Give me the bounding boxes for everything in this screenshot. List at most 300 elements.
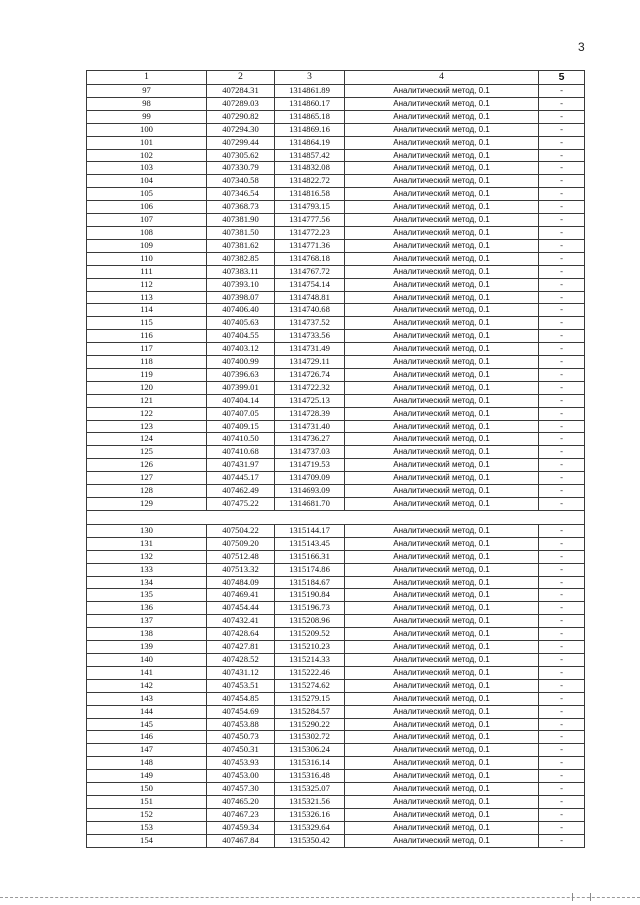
separator-cell <box>87 510 585 524</box>
note-cell: - <box>539 381 585 394</box>
column-header: 4 <box>345 71 539 85</box>
note-cell: - <box>539 472 585 485</box>
point-number-cell: 113 <box>87 291 207 304</box>
method-cell: Аналитический метод, 0.1 <box>345 214 539 227</box>
y-coordinate-cell: 1315166.31 <box>275 550 345 563</box>
method-cell: Аналитический метод, 0.1 <box>345 692 539 705</box>
method-cell: Аналитический метод, 0.1 <box>345 602 539 615</box>
y-coordinate-cell: 1314729.11 <box>275 356 345 369</box>
x-coordinate-cell: 407513.32 <box>207 563 275 576</box>
point-number-cell: 134 <box>87 576 207 589</box>
method-cell: Аналитический метод, 0.1 <box>345 718 539 731</box>
table-row <box>87 368 585 381</box>
y-coordinate-cell: 1315329.64 <box>275 821 345 834</box>
table-row <box>87 110 585 123</box>
method-cell: Аналитический метод, 0.1 <box>345 550 539 563</box>
x-coordinate-cell: 407410.68 <box>207 446 275 459</box>
table-row <box>87 705 585 718</box>
note-cell: - <box>539 679 585 692</box>
point-number-cell: 129 <box>87 498 207 511</box>
table-row <box>87 628 585 641</box>
y-coordinate-cell: 1314860.17 <box>275 97 345 110</box>
column-header: 3 <box>275 71 345 85</box>
x-coordinate-cell: 407330.79 <box>207 162 275 175</box>
method-cell: Аналитический метод, 0.1 <box>345 641 539 654</box>
table-row <box>87 394 585 407</box>
method-cell: Аналитический метод, 0.1 <box>345 381 539 394</box>
y-coordinate-cell: 1314731.49 <box>275 343 345 356</box>
note-cell: - <box>539 265 585 278</box>
note-cell: - <box>539 239 585 252</box>
x-coordinate-cell: 407450.31 <box>207 744 275 757</box>
point-number-cell: 120 <box>87 381 207 394</box>
note-cell: - <box>539 783 585 796</box>
table-row <box>87 265 585 278</box>
x-coordinate-cell: 407445.17 <box>207 472 275 485</box>
method-cell: Аналитический метод, 0.1 <box>345 472 539 485</box>
point-number-cell: 140 <box>87 653 207 666</box>
table-row <box>87 666 585 679</box>
point-number-cell: 144 <box>87 705 207 718</box>
method-cell: Аналитический метод, 0.1 <box>345 459 539 472</box>
table-row <box>87 317 585 330</box>
method-cell: Аналитический метод, 0.1 <box>345 563 539 576</box>
note-cell: - <box>539 602 585 615</box>
y-coordinate-cell: 1315210.23 <box>275 641 345 654</box>
note-cell: - <box>539 226 585 239</box>
x-coordinate-cell: 407454.69 <box>207 705 275 718</box>
note-cell: - <box>539 731 585 744</box>
note-cell: - <box>539 317 585 330</box>
point-number-cell: 104 <box>87 175 207 188</box>
x-coordinate-cell: 407407.05 <box>207 407 275 420</box>
method-cell: Аналитический метод, 0.1 <box>345 808 539 821</box>
footer-tick <box>590 893 591 901</box>
point-number-cell: 147 <box>87 744 207 757</box>
page-number: 3 <box>578 40 585 54</box>
y-coordinate-cell: 1314771.36 <box>275 239 345 252</box>
table-row <box>87 214 585 227</box>
x-coordinate-cell: 407290.82 <box>207 110 275 123</box>
method-cell: Аналитический метод, 0.1 <box>345 679 539 692</box>
table-row <box>87 420 585 433</box>
y-coordinate-cell: 1314725.13 <box>275 394 345 407</box>
note-cell: - <box>539 433 585 446</box>
method-cell: Аналитический метод, 0.1 <box>345 537 539 550</box>
note-cell: - <box>539 459 585 472</box>
x-coordinate-cell: 407393.10 <box>207 278 275 291</box>
y-coordinate-cell: 1314719.53 <box>275 459 345 472</box>
y-coordinate-cell: 1315326.16 <box>275 808 345 821</box>
method-cell: Аналитический метод, 0.1 <box>345 291 539 304</box>
note-cell: - <box>539 705 585 718</box>
column-header: 5 <box>539 71 585 85</box>
x-coordinate-cell: 407467.84 <box>207 834 275 847</box>
note-cell: - <box>539 201 585 214</box>
point-number-cell: 97 <box>87 85 207 98</box>
method-cell: Аналитический метод, 0.1 <box>345 226 539 239</box>
table-row <box>87 304 585 317</box>
method-cell: Аналитический метод, 0.1 <box>345 744 539 757</box>
point-number-cell: 114 <box>87 304 207 317</box>
table-row <box>87 563 585 576</box>
y-coordinate-cell: 1314832.08 <box>275 162 345 175</box>
table-row <box>87 123 585 136</box>
coordinates-table <box>86 70 585 848</box>
point-number-cell: 103 <box>87 162 207 175</box>
note-cell: - <box>539 589 585 602</box>
table-row <box>87 641 585 654</box>
y-coordinate-cell: 1314865.18 <box>275 110 345 123</box>
x-coordinate-cell: 407453.51 <box>207 679 275 692</box>
point-number-cell: 117 <box>87 343 207 356</box>
y-coordinate-cell: 1315306.24 <box>275 744 345 757</box>
y-coordinate-cell: 1314737.03 <box>275 446 345 459</box>
y-coordinate-cell: 1315214.33 <box>275 653 345 666</box>
table-row <box>87 550 585 563</box>
method-cell: Аналитический метод, 0.1 <box>345 446 539 459</box>
note-cell: - <box>539 407 585 420</box>
x-coordinate-cell: 407383.11 <box>207 265 275 278</box>
x-coordinate-cell: 407469.41 <box>207 589 275 602</box>
point-number-cell: 148 <box>87 757 207 770</box>
point-number-cell: 143 <box>87 692 207 705</box>
note-cell: - <box>539 330 585 343</box>
note-cell: - <box>539 498 585 511</box>
x-coordinate-cell: 407459.34 <box>207 821 275 834</box>
table-row <box>87 330 585 343</box>
x-coordinate-cell: 407484.09 <box>207 576 275 589</box>
x-coordinate-cell: 407504.22 <box>207 524 275 537</box>
x-coordinate-cell: 407346.54 <box>207 188 275 201</box>
x-coordinate-cell: 407454.85 <box>207 692 275 705</box>
note-cell: - <box>539 175 585 188</box>
method-cell: Аналитический метод, 0.1 <box>345 201 539 214</box>
separator-row <box>87 510 585 524</box>
table-row <box>87 808 585 821</box>
note-cell: - <box>539 162 585 175</box>
table-row <box>87 692 585 705</box>
x-coordinate-cell: 407299.44 <box>207 136 275 149</box>
x-coordinate-cell: 407284.31 <box>207 85 275 98</box>
method-cell: Аналитический метод, 0.1 <box>345 420 539 433</box>
table-row <box>87 201 585 214</box>
table-row <box>87 498 585 511</box>
table-row <box>87 485 585 498</box>
y-coordinate-cell: 1314772.23 <box>275 226 345 239</box>
x-coordinate-cell: 407382.85 <box>207 252 275 265</box>
y-coordinate-cell: 1314793.15 <box>275 201 345 214</box>
y-coordinate-cell: 1314857.42 <box>275 149 345 162</box>
method-cell: Аналитический метод, 0.1 <box>345 666 539 679</box>
point-number-cell: 146 <box>87 731 207 744</box>
x-coordinate-cell: 407475.22 <box>207 498 275 511</box>
point-number-cell: 141 <box>87 666 207 679</box>
table-row <box>87 291 585 304</box>
method-cell: Аналитический метод, 0.1 <box>345 123 539 136</box>
x-coordinate-cell: 407404.55 <box>207 330 275 343</box>
table-row <box>87 149 585 162</box>
y-coordinate-cell: 1314737.52 <box>275 317 345 330</box>
column-header: 1 <box>87 71 207 85</box>
x-coordinate-cell: 407289.03 <box>207 97 275 110</box>
note-cell: - <box>539 757 585 770</box>
table-row <box>87 278 585 291</box>
point-number-cell: 109 <box>87 239 207 252</box>
y-coordinate-cell: 1314768.18 <box>275 252 345 265</box>
table-row <box>87 615 585 628</box>
x-coordinate-cell: 407294.30 <box>207 123 275 136</box>
point-number-cell: 101 <box>87 136 207 149</box>
table-row <box>87 85 585 98</box>
table-row <box>87 433 585 446</box>
note-cell: - <box>539 795 585 808</box>
table-row <box>87 188 585 201</box>
note-cell: - <box>539 110 585 123</box>
y-coordinate-cell: 1314731.40 <box>275 420 345 433</box>
table-row <box>87 731 585 744</box>
method-cell: Аналитический метод, 0.1 <box>345 188 539 201</box>
table-row <box>87 226 585 239</box>
point-number-cell: 133 <box>87 563 207 576</box>
point-number-cell: 142 <box>87 679 207 692</box>
method-cell: Аналитический метод, 0.1 <box>345 653 539 666</box>
table-row <box>87 795 585 808</box>
method-cell: Аналитический метод, 0.1 <box>345 85 539 98</box>
point-number-cell: 137 <box>87 615 207 628</box>
method-cell: Аналитический метод, 0.1 <box>345 576 539 589</box>
y-coordinate-cell: 1315144.17 <box>275 524 345 537</box>
table-row <box>87 252 585 265</box>
y-coordinate-cell: 1314693.09 <box>275 485 345 498</box>
y-coordinate-cell: 1314777.56 <box>275 214 345 227</box>
x-coordinate-cell: 407403.12 <box>207 343 275 356</box>
x-coordinate-cell: 407431.12 <box>207 666 275 679</box>
note-cell: - <box>539 615 585 628</box>
point-number-cell: 131 <box>87 537 207 550</box>
y-coordinate-cell: 1314736.27 <box>275 433 345 446</box>
point-number-cell: 128 <box>87 485 207 498</box>
table-row <box>87 136 585 149</box>
method-cell: Аналитический метод, 0.1 <box>345 770 539 783</box>
method-cell: Аналитический метод, 0.1 <box>345 252 539 265</box>
point-number-cell: 112 <box>87 278 207 291</box>
point-number-cell: 119 <box>87 368 207 381</box>
method-cell: Аналитический метод, 0.1 <box>345 394 539 407</box>
y-coordinate-cell: 1314767.72 <box>275 265 345 278</box>
table-row <box>87 239 585 252</box>
table-row <box>87 602 585 615</box>
x-coordinate-cell: 407453.00 <box>207 770 275 783</box>
x-coordinate-cell: 407462.49 <box>207 485 275 498</box>
method-cell: Аналитический метод, 0.1 <box>345 783 539 796</box>
x-coordinate-cell: 407453.88 <box>207 718 275 731</box>
table-row <box>87 472 585 485</box>
x-coordinate-cell: 407404.14 <box>207 394 275 407</box>
x-coordinate-cell: 407381.90 <box>207 214 275 227</box>
table-row <box>87 653 585 666</box>
x-coordinate-cell: 407406.40 <box>207 304 275 317</box>
y-coordinate-cell: 1315208.96 <box>275 615 345 628</box>
y-coordinate-cell: 1314740.68 <box>275 304 345 317</box>
table-row <box>87 834 585 847</box>
x-coordinate-cell: 407410.50 <box>207 433 275 446</box>
method-cell: Аналитический метод, 0.1 <box>345 265 539 278</box>
y-coordinate-cell: 1314754.14 <box>275 278 345 291</box>
point-number-cell: 139 <box>87 641 207 654</box>
x-coordinate-cell: 407428.64 <box>207 628 275 641</box>
point-number-cell: 108 <box>87 226 207 239</box>
method-cell: Аналитический метод, 0.1 <box>345 97 539 110</box>
point-number-cell: 105 <box>87 188 207 201</box>
y-coordinate-cell: 1314822.72 <box>275 175 345 188</box>
table-row <box>87 757 585 770</box>
note-cell: - <box>539 485 585 498</box>
x-coordinate-cell: 407396.63 <box>207 368 275 381</box>
point-number-cell: 111 <box>87 265 207 278</box>
y-coordinate-cell: 1314681.70 <box>275 498 345 511</box>
column-header: 2 <box>207 71 275 85</box>
y-coordinate-cell: 1315184.67 <box>275 576 345 589</box>
point-number-cell: 100 <box>87 123 207 136</box>
method-cell: Аналитический метод, 0.1 <box>345 485 539 498</box>
method-cell: Аналитический метод, 0.1 <box>345 343 539 356</box>
point-number-cell: 145 <box>87 718 207 731</box>
footer-rule <box>0 897 640 898</box>
point-number-cell: 118 <box>87 356 207 369</box>
point-number-cell: 154 <box>87 834 207 847</box>
method-cell: Аналитический метод, 0.1 <box>345 795 539 808</box>
table-row <box>87 175 585 188</box>
point-number-cell: 98 <box>87 97 207 110</box>
method-cell: Аналитический метод, 0.1 <box>345 834 539 847</box>
y-coordinate-cell: 1315222.46 <box>275 666 345 679</box>
note-cell: - <box>539 136 585 149</box>
table-row <box>87 97 585 110</box>
note-cell: - <box>539 149 585 162</box>
y-coordinate-cell: 1314861.89 <box>275 85 345 98</box>
y-coordinate-cell: 1315274.62 <box>275 679 345 692</box>
note-cell: - <box>539 834 585 847</box>
x-coordinate-cell: 407454.44 <box>207 602 275 615</box>
y-coordinate-cell: 1315290.22 <box>275 718 345 731</box>
method-cell: Аналитический метод, 0.1 <box>345 433 539 446</box>
note-cell: - <box>539 718 585 731</box>
y-coordinate-cell: 1315302.72 <box>275 731 345 744</box>
note-cell: - <box>539 291 585 304</box>
footer-tick <box>572 893 573 901</box>
note-cell: - <box>539 537 585 550</box>
x-coordinate-cell: 407409.15 <box>207 420 275 433</box>
note-cell: - <box>539 188 585 201</box>
y-coordinate-cell: 1315209.52 <box>275 628 345 641</box>
y-coordinate-cell: 1315190.84 <box>275 589 345 602</box>
x-coordinate-cell: 407450.73 <box>207 731 275 744</box>
method-cell: Аналитический метод, 0.1 <box>345 175 539 188</box>
point-number-cell: 115 <box>87 317 207 330</box>
y-coordinate-cell: 1314733.56 <box>275 330 345 343</box>
x-coordinate-cell: 407428.52 <box>207 653 275 666</box>
y-coordinate-cell: 1315143.45 <box>275 537 345 550</box>
method-cell: Аналитический метод, 0.1 <box>345 498 539 511</box>
method-cell: Аналитический метод, 0.1 <box>345 821 539 834</box>
note-cell: - <box>539 628 585 641</box>
note-cell: - <box>539 808 585 821</box>
x-coordinate-cell: 407431.97 <box>207 459 275 472</box>
point-number-cell: 116 <box>87 330 207 343</box>
table-row <box>87 679 585 692</box>
y-coordinate-cell: 1315321.56 <box>275 795 345 808</box>
method-cell: Аналитический метод, 0.1 <box>345 317 539 330</box>
note-cell: - <box>539 524 585 537</box>
method-cell: Аналитический метод, 0.1 <box>345 278 539 291</box>
x-coordinate-cell: 407405.63 <box>207 317 275 330</box>
note-cell: - <box>539 653 585 666</box>
point-number-cell: 124 <box>87 433 207 446</box>
y-coordinate-cell: 1314748.81 <box>275 291 345 304</box>
x-coordinate-cell: 407432.41 <box>207 615 275 628</box>
method-cell: Аналитический метод, 0.1 <box>345 757 539 770</box>
table-row <box>87 537 585 550</box>
note-cell: - <box>539 744 585 757</box>
method-cell: Аналитический метод, 0.1 <box>345 407 539 420</box>
point-number-cell: 149 <box>87 770 207 783</box>
note-cell: - <box>539 356 585 369</box>
table-row <box>87 343 585 356</box>
note-cell: - <box>539 550 585 563</box>
point-number-cell: 136 <box>87 602 207 615</box>
method-cell: Аналитический метод, 0.1 <box>345 589 539 602</box>
table-row <box>87 589 585 602</box>
method-cell: Аналитический метод, 0.1 <box>345 330 539 343</box>
table-row <box>87 744 585 757</box>
note-cell: - <box>539 304 585 317</box>
note-cell: - <box>539 446 585 459</box>
y-coordinate-cell: 1314709.09 <box>275 472 345 485</box>
y-coordinate-cell: 1314728.39 <box>275 407 345 420</box>
method-cell: Аналитический метод, 0.1 <box>345 239 539 252</box>
y-coordinate-cell: 1315350.42 <box>275 834 345 847</box>
point-number-cell: 106 <box>87 201 207 214</box>
table-row <box>87 770 585 783</box>
method-cell: Аналитический метод, 0.1 <box>345 110 539 123</box>
method-cell: Аналитический метод, 0.1 <box>345 356 539 369</box>
table-header-row <box>87 71 585 85</box>
y-coordinate-cell: 1315316.14 <box>275 757 345 770</box>
x-coordinate-cell: 407427.81 <box>207 641 275 654</box>
x-coordinate-cell: 407305.62 <box>207 149 275 162</box>
note-cell: - <box>539 394 585 407</box>
point-number-cell: 151 <box>87 795 207 808</box>
y-coordinate-cell: 1315279.15 <box>275 692 345 705</box>
method-cell: Аналитический метод, 0.1 <box>345 149 539 162</box>
note-cell: - <box>539 97 585 110</box>
x-coordinate-cell: 407381.50 <box>207 226 275 239</box>
note-cell: - <box>539 420 585 433</box>
point-number-cell: 122 <box>87 407 207 420</box>
point-number-cell: 102 <box>87 149 207 162</box>
y-coordinate-cell: 1315325.07 <box>275 783 345 796</box>
method-cell: Аналитический метод, 0.1 <box>345 136 539 149</box>
note-cell: - <box>539 692 585 705</box>
method-cell: Аналитический метод, 0.1 <box>345 162 539 175</box>
note-cell: - <box>539 123 585 136</box>
y-coordinate-cell: 1314722.32 <box>275 381 345 394</box>
point-number-cell: 153 <box>87 821 207 834</box>
point-number-cell: 110 <box>87 252 207 265</box>
note-cell: - <box>539 214 585 227</box>
note-cell: - <box>539 770 585 783</box>
